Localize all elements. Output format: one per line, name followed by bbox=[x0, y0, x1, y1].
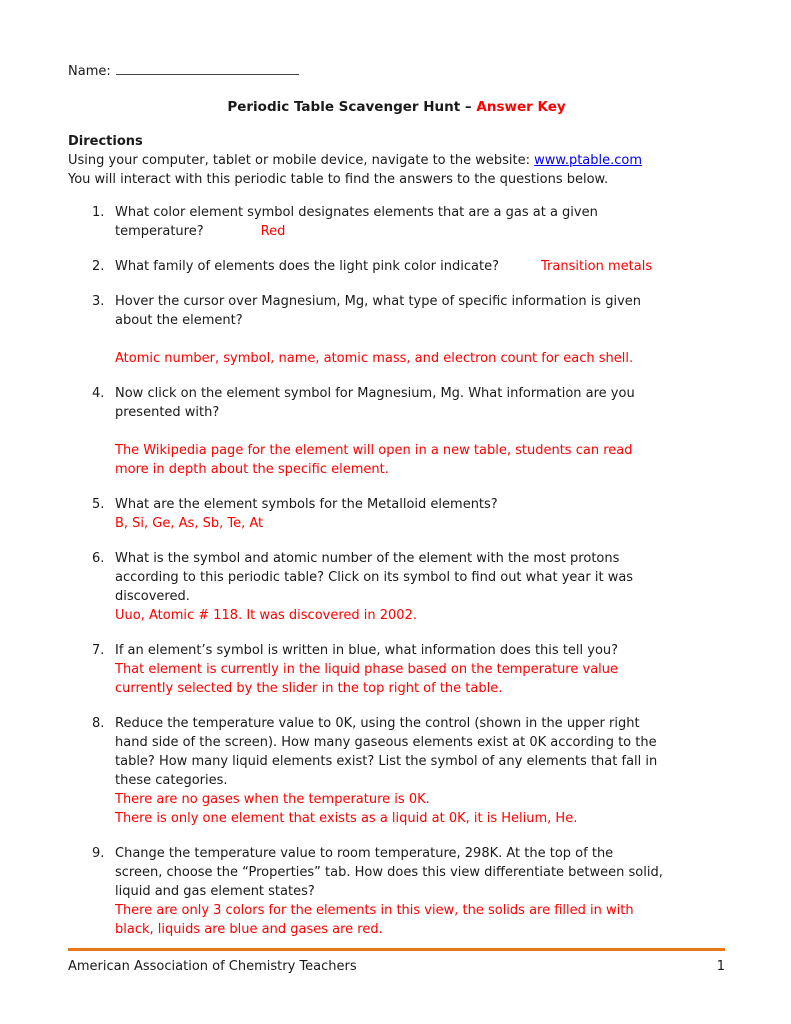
text-line bbox=[115, 257, 725, 276]
text-line bbox=[115, 292, 725, 311]
directions-line-1 bbox=[68, 151, 725, 170]
question-number: 6. bbox=[92, 551, 105, 566]
answer-text: Red bbox=[260, 224, 286, 239]
question-number: 3. bbox=[92, 294, 105, 309]
ptable-link[interactable]: www.ptable.com bbox=[534, 153, 643, 168]
question-text: Hover the cursor over Magnesium, Mg, what type of specific information is given bbox=[115, 294, 642, 309]
text-line bbox=[115, 790, 725, 809]
text-line bbox=[115, 568, 725, 587]
question-item bbox=[92, 714, 725, 828]
name-row bbox=[68, 62, 725, 81]
answer-text: There are no gases when the temperature is 0K. bbox=[115, 792, 430, 807]
text-line bbox=[115, 384, 725, 403]
question-number: 5. bbox=[92, 497, 105, 512]
answer-text: The Wikipedia page for the element will open in a new table, students can read bbox=[115, 443, 633, 458]
question-item bbox=[92, 844, 725, 939]
question-text: discovered. bbox=[115, 589, 190, 604]
name-label: Name: bbox=[68, 64, 111, 79]
text-line bbox=[115, 752, 725, 771]
question-number: 7. bbox=[92, 643, 105, 658]
question-text: Change the temperature value to room temperature, 298K. At the top of the bbox=[115, 846, 614, 861]
text-line bbox=[115, 641, 725, 660]
text-line bbox=[115, 514, 725, 533]
question-text: What are the element symbols for the Metalloid elements? bbox=[115, 497, 498, 512]
question-text: about the element? bbox=[115, 313, 243, 328]
question-text: Reduce the temperature value to 0K, using the control (shown in the upper right bbox=[115, 716, 640, 731]
text-line bbox=[115, 203, 725, 222]
question-body bbox=[115, 495, 725, 533]
question-text: according to this periodic table? Click on its symbol to find out what year it was bbox=[115, 570, 634, 585]
directions-line-2: You will interact with this periodic table to find the answers to the questions below. bbox=[68, 172, 609, 187]
text-line bbox=[115, 460, 725, 479]
question-item bbox=[92, 384, 725, 479]
answer-text: black, liquids are blue and gases are red. bbox=[115, 922, 383, 937]
answer-text: Uuo, Atomic # 118. It was discovered in 2002. bbox=[115, 608, 417, 623]
answer-text: Transition metals bbox=[540, 259, 653, 274]
question-number: 4. bbox=[92, 386, 105, 401]
title-main: Periodic Table Scavenger Hunt – bbox=[227, 99, 477, 115]
question-body bbox=[115, 549, 725, 625]
page-number: 1 bbox=[716, 959, 725, 974]
question-text: screen, choose the “Properties” tab. How does this view differentiate between solid, bbox=[115, 865, 663, 880]
question-text: table? How many liquid elements exist? List the symbol of any elements that fall in bbox=[115, 754, 658, 769]
answer-text: currently selected by the slider in the top right of the table. bbox=[115, 681, 503, 696]
footer-rule bbox=[68, 948, 725, 951]
question-text: If an element’s symbol is written in blue, what information does this tell you? bbox=[115, 643, 619, 658]
text-line bbox=[115, 679, 725, 698]
text-line bbox=[115, 222, 725, 241]
question-item bbox=[92, 495, 725, 533]
text-line bbox=[115, 660, 725, 679]
text-line bbox=[115, 349, 725, 368]
text-line bbox=[115, 920, 725, 939]
blank-line bbox=[115, 422, 725, 441]
text-line bbox=[115, 733, 725, 752]
question-body bbox=[115, 714, 725, 828]
blank-line bbox=[115, 330, 725, 349]
question-text: What color element symbol designates elements that are a gas at a given bbox=[115, 205, 598, 220]
directions-heading: Directions bbox=[68, 134, 143, 149]
text-line bbox=[115, 882, 725, 901]
text-line bbox=[115, 311, 725, 330]
question-text: Now click on the element symbol for Magnesium, Mg. What information are you bbox=[115, 386, 635, 401]
page-footer bbox=[68, 948, 725, 976]
directions-intro-text: Using your computer, tablet or mobile device, navigate to the website: bbox=[68, 153, 535, 168]
answer-text: more in depth about the specific element. bbox=[115, 462, 389, 477]
question-item bbox=[92, 549, 725, 625]
text-line bbox=[115, 863, 725, 882]
text-line bbox=[115, 495, 725, 514]
text-line bbox=[115, 587, 725, 606]
page-title bbox=[68, 98, 725, 117]
answer-text: Atomic number, symbol, name, atomic mass, and electron count for each shell. bbox=[115, 351, 634, 366]
question-item bbox=[92, 257, 725, 276]
questions-list bbox=[92, 203, 725, 939]
question-body bbox=[115, 384, 725, 479]
question-number: 9. bbox=[92, 846, 105, 861]
question-number: 2. bbox=[92, 259, 105, 274]
question-number: 1. bbox=[92, 205, 105, 220]
footer-row bbox=[68, 957, 725, 976]
text-line bbox=[115, 771, 725, 790]
text-line bbox=[115, 441, 725, 460]
question-text: liquid and gas element states? bbox=[115, 884, 315, 899]
question-item bbox=[92, 203, 725, 241]
question-body bbox=[115, 844, 725, 939]
question-item bbox=[92, 292, 725, 368]
question-body bbox=[115, 641, 725, 698]
text-line bbox=[115, 714, 725, 733]
answer-text: There are only 3 colors for the elements in this view, the solids are filled in with bbox=[115, 903, 634, 918]
text-line bbox=[115, 403, 725, 422]
title-answer-key: Answer Key bbox=[476, 99, 566, 115]
text-line bbox=[115, 809, 725, 828]
text-line bbox=[115, 844, 725, 863]
question-body bbox=[115, 257, 725, 276]
answer-text: B, Si, Ge, As, Sb, Te, At bbox=[115, 516, 264, 531]
text-line bbox=[115, 606, 725, 625]
text-line bbox=[115, 549, 725, 568]
text-line bbox=[115, 901, 725, 920]
question-text: What is the symbol and atomic number of the element with the most protons bbox=[115, 551, 620, 566]
question-text: temperature? bbox=[115, 224, 204, 239]
name-blank-line bbox=[116, 62, 299, 75]
question-text: presented with? bbox=[115, 405, 220, 420]
question-item bbox=[92, 641, 725, 698]
answer-text: That element is currently in the liquid phase based on the temperature value bbox=[115, 662, 619, 677]
question-text: What family of elements does the light pink color indicate? bbox=[115, 259, 499, 274]
question-body bbox=[115, 292, 725, 368]
question-text: hand side of the screen). How many gaseous elements exist at 0K according to the bbox=[115, 735, 657, 750]
answer-text: There is only one element that exists as a liquid at 0K, it is Helium, He. bbox=[115, 811, 578, 826]
footer-organization: American Association of Chemistry Teachers bbox=[68, 959, 357, 974]
directions-paragraph bbox=[68, 151, 725, 189]
question-number: 8. bbox=[92, 716, 105, 731]
question-text: these categories. bbox=[115, 773, 228, 788]
question-body bbox=[115, 203, 725, 241]
